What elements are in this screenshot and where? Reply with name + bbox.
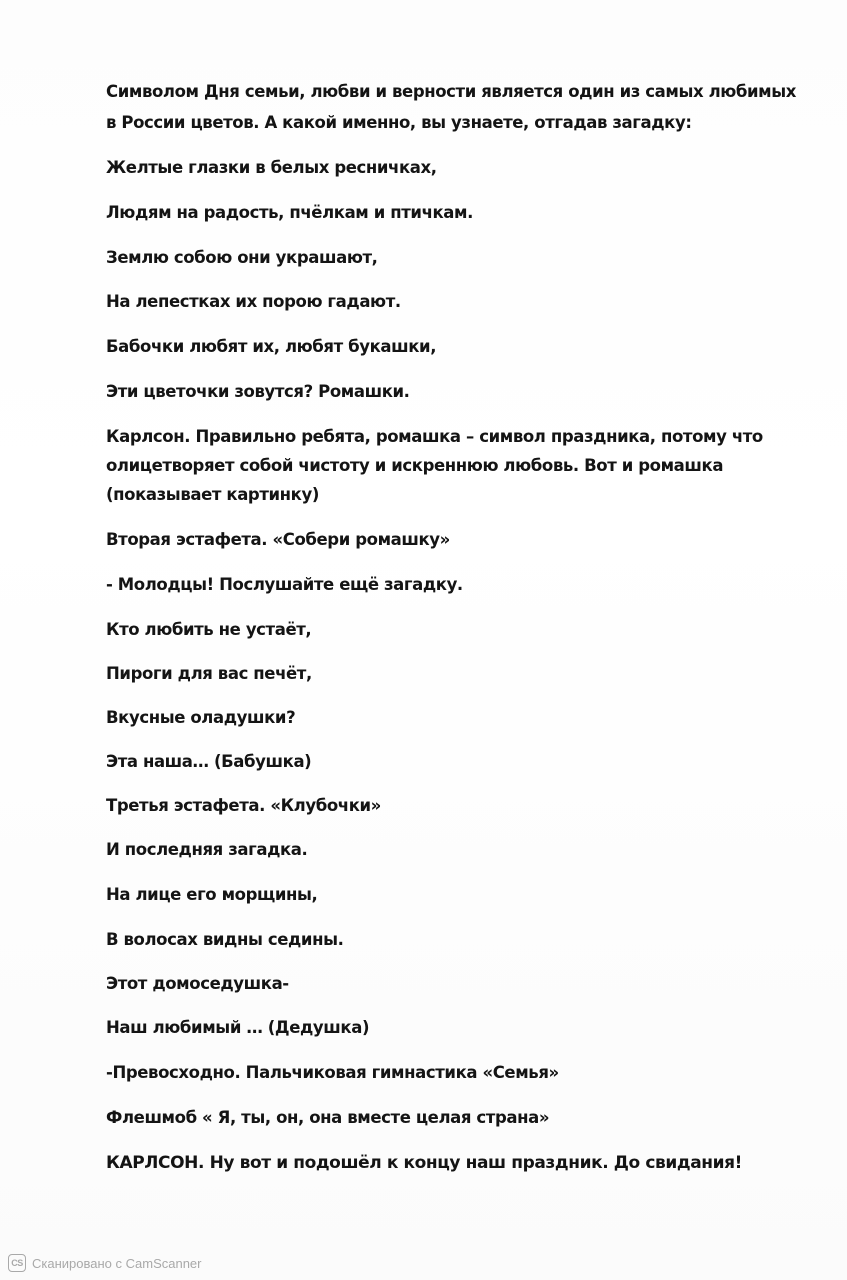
text-line: Пироги для вас печёт, (106, 664, 312, 683)
watermark-text: Сканировано с CamScanner (32, 1255, 202, 1271)
text-line: В волосах видны седины. (106, 930, 344, 949)
text-line: На лице его морщины, (106, 885, 318, 904)
text-line: (показывает картинку) (106, 485, 319, 504)
text-line: Людям на радость, пчёлкам и птичкам. (106, 203, 473, 222)
text-line: Эта наша… (Бабушка) (106, 752, 312, 771)
text-line: Вкусные оладушки? (106, 708, 296, 727)
text-line: олицетворяет собой чистоту и искреннюю любовь. Вот и ромашка (106, 456, 724, 475)
camscanner-watermark (8, 1253, 201, 1273)
text-line: Третья эстафета. «Клубочки» (106, 796, 381, 815)
text-line: Бабочки любят их, любят букашки, (106, 337, 437, 356)
text-line: в России цветов. А какой именно, вы узнаете, отгадав загадку: (106, 113, 692, 132)
text-line: На лепестках их порою гадают. (106, 292, 401, 311)
text-line: Землю собою они украшают, (106, 248, 378, 267)
text-line: Эти цветочки зовутся? Ромашки. (106, 382, 410, 401)
text-line: КАРЛСОН. Ну вот и подошёл к концу наш праздник. До свидания! (106, 1153, 743, 1173)
text-line: Желтые глазки в белых ресничках, (106, 158, 437, 177)
text-line: И последняя загадка. (106, 840, 308, 859)
text-line: Этот домоседушка- (106, 974, 289, 993)
text-line: -Превосходно. Пальчиковая гимнастика «Семья» (106, 1063, 559, 1082)
text-line: Символом Дня семьи, любви и верности является один из самых любимых (106, 82, 797, 101)
text-line: Кто любить не устаёт, (106, 620, 312, 639)
camscanner-logo-icon: CS (8, 1254, 26, 1272)
text-line: Наш любимый … (Дедушка) (106, 1018, 370, 1037)
text-line: - Молодцы! Послушайте ещё загадку. (106, 575, 463, 594)
text-line: Вторая эстафета. «Собери ромашку» (106, 530, 450, 549)
text-line: Карлсон. Правильно ребята, ромашка – символ праздника, потому что (106, 427, 763, 446)
text-line: Флешмоб « Я, ты, он, она вместе целая страна» (106, 1108, 550, 1127)
